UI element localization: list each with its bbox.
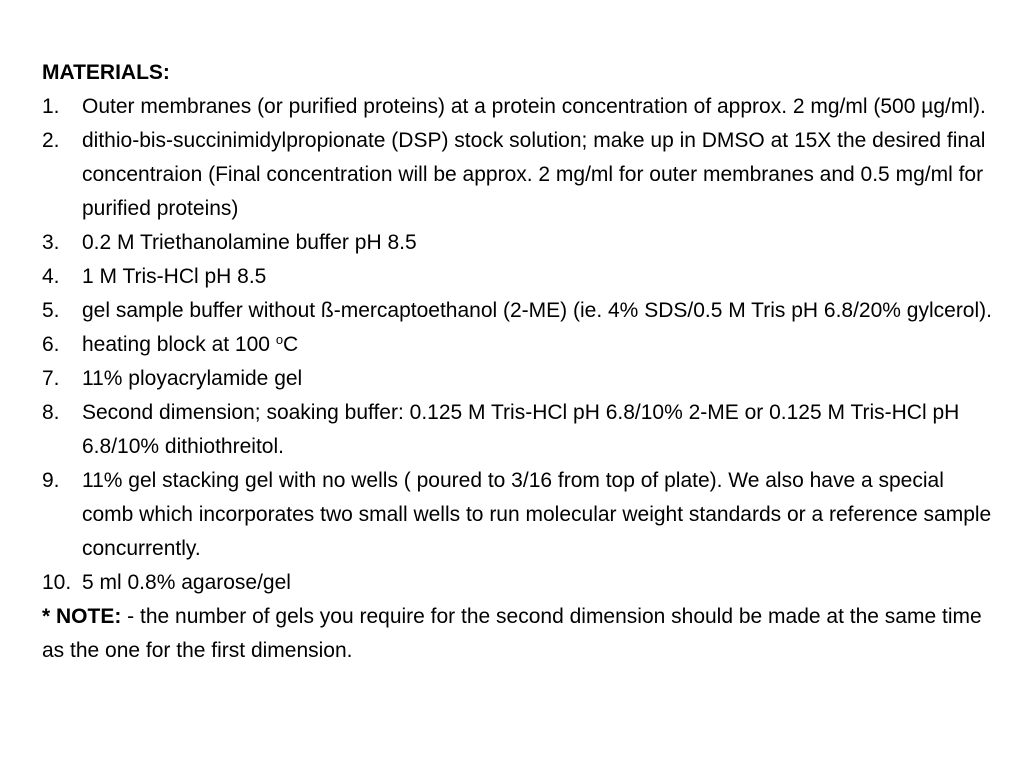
item-number: 4.	[42, 265, 60, 288]
item-text: 11% ployacrylamide gel	[82, 367, 303, 390]
item-text: 5 ml 0.8% agarose/gel	[82, 571, 291, 594]
item-text: Second dimension; soaking buffer: 0.125 M Tris-HCl pH 6.8/10% 2-ME or 0.125 M Tris-HCl pH 6.8/10% dithiothreitol.	[82, 401, 960, 458]
item-text-after: C	[283, 333, 299, 356]
list-item	[42, 464, 992, 566]
item-text: 11% gel stacking gel with no wells ( poured to 3/16 from top of plate). We also have a special comb which incorporates two small wells to run molecular weight standards or a reference sample concurrently.	[82, 469, 992, 560]
item-text-before: heating block at 100	[82, 333, 276, 356]
note-paragraph	[42, 600, 992, 668]
item-number: 2.	[42, 129, 60, 152]
list-item	[42, 226, 992, 260]
degree-superscript: o	[275, 332, 284, 347]
item-number: 7.	[42, 367, 60, 390]
slide-heading: MATERIALS:	[42, 61, 170, 84]
list-item	[42, 90, 992, 124]
item-text	[82, 333, 298, 356]
list-item	[42, 362, 992, 396]
item-text: gel sample buffer without ß-mercaptoethanol (2-ME) (ie. 4% SDS/0.5 M Tris pH 6.8/20% gylcerol).	[82, 299, 992, 322]
item-number: 1.	[42, 95, 60, 118]
list-item	[42, 328, 992, 362]
list-item	[42, 566, 992, 600]
item-text: 1 M Tris-HCl pH 8.5	[82, 265, 267, 288]
item-text: 0.2 M Triethanolamine buffer pH 8.5	[82, 231, 417, 254]
materials-slide	[42, 56, 992, 668]
list-item	[42, 396, 992, 464]
list-item	[42, 294, 992, 328]
item-text: dithio-bis-succinimidylpropionate (DSP) stock solution; make up in DMSO at 15X the desired final concentraion (Final concentration will be approx. 2 mg/ml for outer membranes and 0.5 mg/ml for purified proteins)	[82, 129, 986, 220]
item-number: 6.	[42, 333, 60, 356]
item-number: 8.	[42, 401, 60, 424]
materials-list	[42, 90, 992, 600]
item-text: Outer membranes (or purified proteins) at a protein concentration of approx. 2 mg/ml (500 µg/ml).	[82, 95, 986, 118]
item-number: 5.	[42, 299, 60, 322]
item-number: 3.	[42, 231, 60, 254]
item-number: 9.	[42, 469, 60, 492]
item-number: 10.	[42, 571, 72, 594]
note-label: * NOTE:	[42, 605, 122, 628]
note-text: - the number of gels you require for the second dimension should be made at the same time as the one for the first dimension.	[42, 605, 982, 662]
list-item	[42, 124, 992, 226]
list-item	[42, 260, 992, 294]
